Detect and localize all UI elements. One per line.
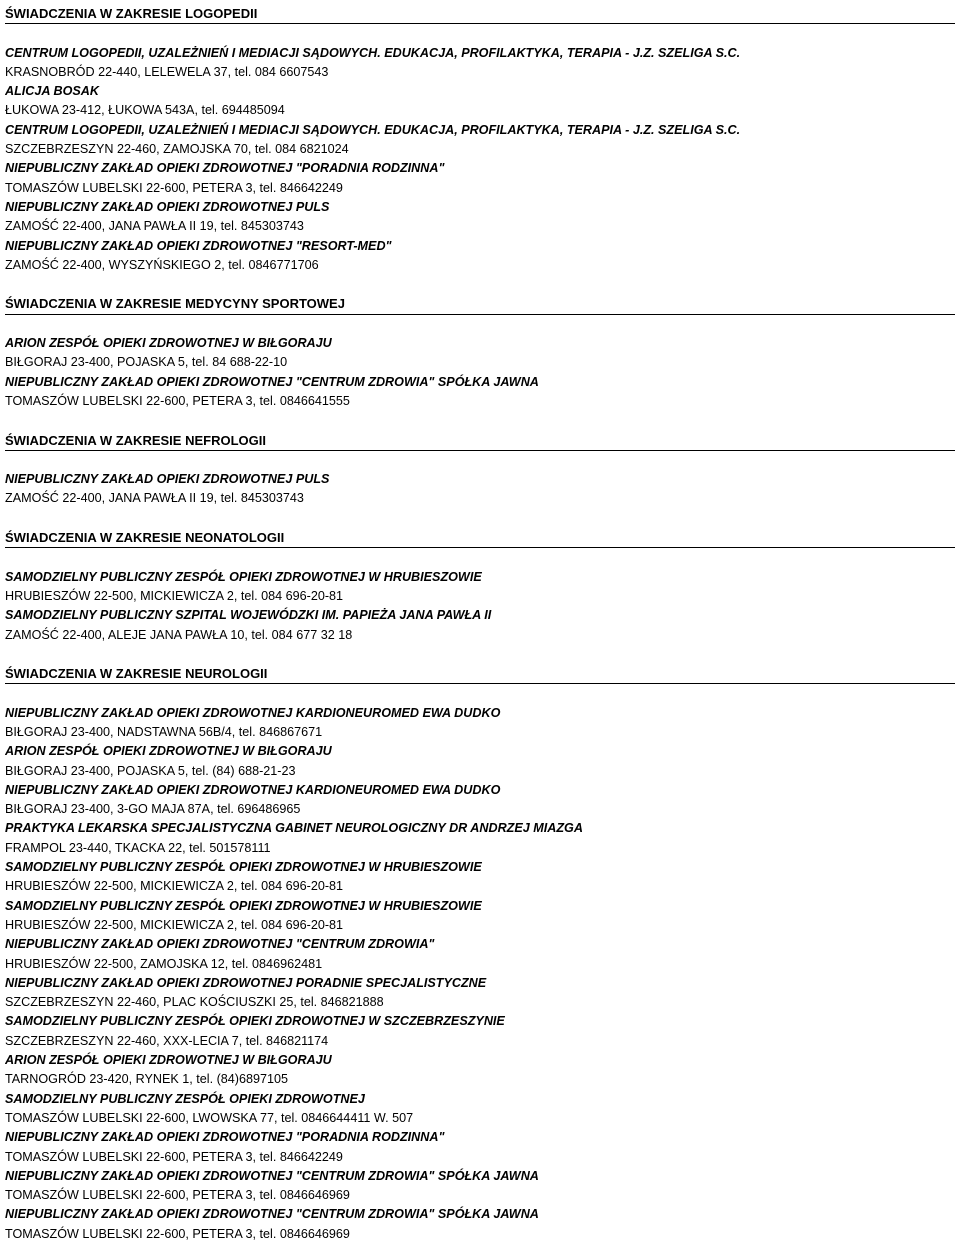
provider-name: NIEPUBLICZNY ZAKŁAD OPIEKI ZDROWOTNEJ "CENTRUM ZDROWIA" xyxy=(5,937,435,952)
provider-address: KRASNOBRÓD 22-440, LELEWELA 37, tel. 084 6607543 xyxy=(5,64,329,79)
service-section xyxy=(5,4,955,275)
provider-address: SZCZEBRZESZYN 22-460, XXX-LECIA 7, tel. 846821174 xyxy=(5,1033,329,1048)
provider-address: TOMASZÓW LUBELSKI 22-600, PETERA 3, tel. 0846646969 xyxy=(5,1188,350,1203)
provider-address: TOMASZÓW LUBELSKI 22-600, PETERA 3, tel. 846642249 xyxy=(5,1149,343,1164)
provider-address: HRUBIESZÓW 22-500, MICKIEWICZA 2, tel. 084 696-20-81 xyxy=(5,879,344,894)
provider-address: HRUBIESZÓW 22-500, ZAMOJSKA 12, tel. 0846962481 xyxy=(5,956,323,971)
provider-address: HRUBIESZÓW 22-500, MICKIEWICZA 2, tel. 084 696-20-81 xyxy=(5,917,344,932)
provider-name: CENTRUM LOGOPEDII, UZALEŻNIEŃ I MEDIACJI SĄDOWYCH. EDUKACJA, PROFILAKTYKA, TERAPIA - J.Z. SZELIGA S.C. xyxy=(5,45,741,60)
provider-address: TOMASZÓW LUBELSKI 22-600, PETERA 3, tel. 0846646969 xyxy=(5,1226,350,1241)
provider-name: NIEPUBLICZNY ZAKŁAD OPIEKI ZDROWOTNEJ "CENTRUM ZDROWIA" SPÓŁKA JAWNA xyxy=(5,1207,539,1222)
provider-name: NIEPUBLICZNY ZAKŁAD OPIEKI ZDROWOTNEJ "CENTRUM ZDROWIA" SPÓŁKA JAWNA xyxy=(5,374,539,389)
provider-name: SAMODZIELNY PUBLICZNY ZESPÓŁ OPIEKI ZDROWOTNEJ W SZCZEBRZESZYNIE xyxy=(5,1014,505,1029)
provider-address: TOMASZÓW LUBELSKI 22-600, LWOWSKA 77, tel. 0846644411 W. 507 xyxy=(5,1110,414,1125)
provider-address: TARNOGRÓD 23-420, RYNEK 1, tel. (84)6897105 xyxy=(5,1072,289,1087)
service-section xyxy=(5,664,955,1244)
provider-name: NIEPUBLICZNY ZAKŁAD OPIEKI ZDROWOTNEJ "CENTRUM ZDROWIA" SPÓŁKA JAWNA xyxy=(5,1168,539,1183)
provider-address: BIŁGORAJ 23-400, 3-GO MAJA 87A, tel. 696486965 xyxy=(5,802,301,817)
provider-address: TOMASZÓW LUBELSKI 22-600, PETERA 3, tel. 0846641555 xyxy=(5,393,350,408)
provider-address: SZCZEBRZESZYN 22-460, ZAMOJSKA 70, tel. 084 6821024 xyxy=(5,142,349,157)
provider-name: NIEPUBLICZNY ZAKŁAD OPIEKI ZDROWOTNEJ KARDIONEUROMED EWA DUDKO xyxy=(5,782,501,797)
provider-address: FRAMPOL 23-440, TKACKA 22, tel. 501578111 xyxy=(5,840,271,855)
provider-name: NIEPUBLICZNY ZAKŁAD OPIEKI ZDROWOTNEJ KARDIONEUROMED EWA DUDKO xyxy=(5,705,501,720)
provider-name: PRAKTYKA LEKARSKA SPECJALISTYCZNA GABINET NEUROLOGICZNY DR ANDRZEJ MIAZGA xyxy=(5,821,583,836)
provider-address: ZAMOŚĆ 22-400, WYSZYŃSKIEGO 2, tel. 0846771706 xyxy=(5,257,319,272)
provider-name: SAMODZIELNY PUBLICZNY ZESPÓŁ OPIEKI ZDROWOTNEJ W HRUBIESZOWIE xyxy=(5,898,482,913)
provider-address: BIŁGORAJ 23-400, POJASKA 5, tel. (84) 688-21-23 xyxy=(5,763,296,778)
section-title: ŚWIADCZENIA W ZAKRESIE MEDYCYNY SPORTOWEJ xyxy=(5,294,955,314)
provider-name: NIEPUBLICZNY ZAKŁAD OPIEKI ZDROWOTNEJ PORADNIE SPECJALISTYCZNE xyxy=(5,975,487,990)
provider-name: ARION ZESPÓŁ OPIEKI ZDROWOTNEJ W BIŁGORAJU xyxy=(5,1053,332,1068)
provider-address: SZCZEBRZESZYN 22-460, PLAC KOŚCIUSZKI 25, tel. 846821888 xyxy=(5,995,384,1010)
provider-name: NIEPUBLICZNY ZAKŁAD OPIEKI ZDROWOTNEJ PULS xyxy=(5,199,330,214)
provider-address: ZAMOŚĆ 22-400, ALEJE JANA PAWŁA 10, tel. 084 677 32 18 xyxy=(5,627,353,642)
section-title: ŚWIADCZENIA W ZAKRESIE NEFROLOGII xyxy=(5,431,955,451)
provider-address: ZAMOŚĆ 22-400, JANA PAWŁA II 19, tel. 845303743 xyxy=(5,491,304,506)
provider-address: BIŁGORAJ 23-400, NADSTAWNA 56B/4, tel. 846867671 xyxy=(5,724,323,739)
service-section xyxy=(5,294,955,411)
provider-address: ZAMOŚĆ 22-400, JANA PAWŁA II 19, tel. 845303743 xyxy=(5,219,304,234)
section-title: ŚWIADCZENIA W ZAKRESIE LOGOPEDII xyxy=(5,4,955,24)
provider-name: SAMODZIELNY PUBLICZNY ZESPÓŁ OPIEKI ZDROWOTNEJ xyxy=(5,1091,365,1106)
provider-name: NIEPUBLICZNY ZAKŁAD OPIEKI ZDROWOTNEJ PULS xyxy=(5,472,330,487)
service-section xyxy=(5,528,955,645)
provider-name: NIEPUBLICZNY ZAKŁAD OPIEKI ZDROWOTNEJ "PORADNIA RODZINNA" xyxy=(5,161,445,176)
provider-name: ARION ZESPÓŁ OPIEKI ZDROWOTNEJ W BIŁGORAJU xyxy=(5,744,332,759)
section-title: ŚWIADCZENIA W ZAKRESIE NEUROLOGII xyxy=(5,664,955,684)
provider-address: HRUBIESZÓW 22-500, MICKIEWICZA 2, tel. 084 696-20-81 xyxy=(5,588,344,603)
provider-name: NIEPUBLICZNY ZAKŁAD OPIEKI ZDROWOTNEJ "RESORT-MED" xyxy=(5,238,392,253)
provider-name: SAMODZIELNY PUBLICZNY ZESPÓŁ OPIEKI ZDROWOTNEJ W HRUBIESZOWIE xyxy=(5,569,482,584)
provider-name: ARION ZESPÓŁ OPIEKI ZDROWOTNEJ W BIŁGORAJU xyxy=(5,336,332,351)
section-title: ŚWIADCZENIA W ZAKRESIE NEONATOLOGII xyxy=(5,528,955,548)
provider-name: CENTRUM LOGOPEDII, UZALEŻNIEŃ I MEDIACJI SĄDOWYCH. EDUKACJA, PROFILAKTYKA, TERAPIA - J.Z. SZELIGA S.C. xyxy=(5,122,741,137)
provider-name: SAMODZIELNY PUBLICZNY SZPITAL WOJEWÓDZKI IM. PAPIEŻA JANA PAWŁA II xyxy=(5,608,492,623)
provider-address: TOMASZÓW LUBELSKI 22-600, PETERA 3, tel. 846642249 xyxy=(5,180,343,195)
service-section xyxy=(5,431,955,509)
provider-address: BIŁGORAJ 23-400, POJASKA 5, tel. 84 688-22-10 xyxy=(5,355,288,370)
provider-name: SAMODZIELNY PUBLICZNY ZESPÓŁ OPIEKI ZDROWOTNEJ W HRUBIESZOWIE xyxy=(5,860,482,875)
provider-address: ŁUKOWA 23-412, ŁUKOWA 543A, tel. 694485094 xyxy=(5,103,285,118)
provider-name: ALICJA BOSAK xyxy=(5,84,99,99)
provider-name: NIEPUBLICZNY ZAKŁAD OPIEKI ZDROWOTNEJ "PORADNIA RODZINNA" xyxy=(5,1130,445,1145)
